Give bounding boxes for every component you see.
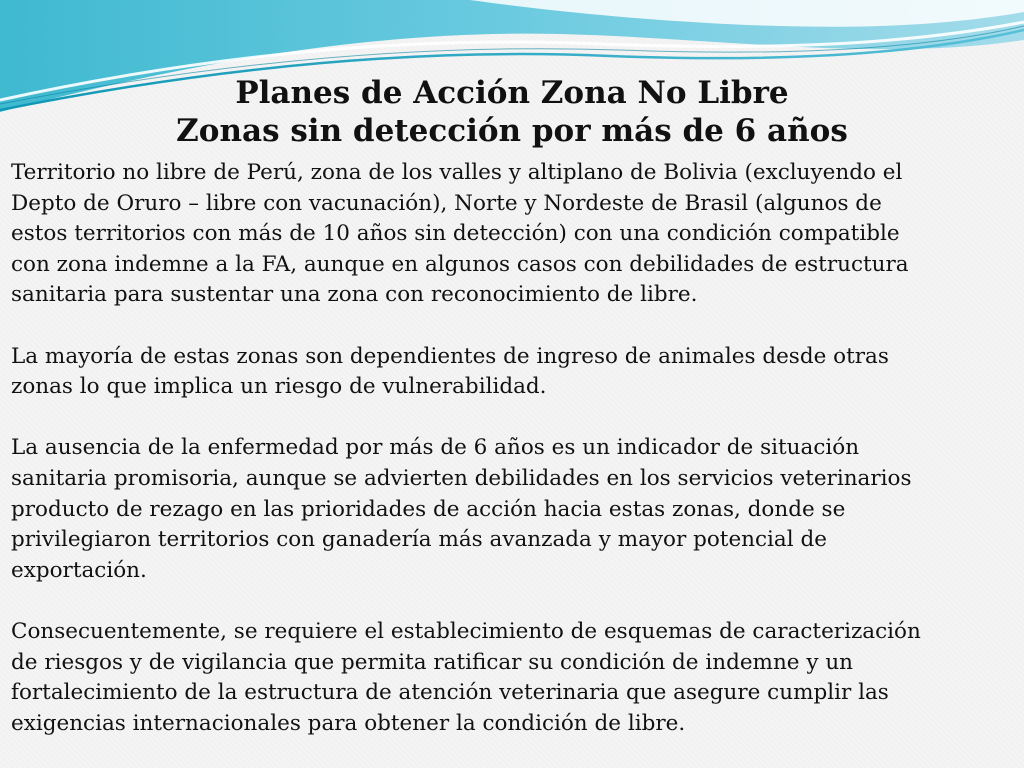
paragraph-line: fortalecimiento de la estructura de atención veterinaria que asegure cumplir las — [11, 680, 889, 706]
paragraph-line: Consecuentemente, se requiere el establecimiento de esquemas de caracterización — [11, 618, 921, 644]
paragraph-line: exportación. — [11, 557, 147, 583]
paragraph-line: La ausencia de la enfermedad por más de 6 años es un indicador de situación — [11, 435, 860, 461]
paragraph-line: La mayoría de estas zonas son dependientes de ingreso de animales desde otras — [11, 343, 889, 369]
paragraph-line: estos territorios con más de 10 años sin detección) con una condición compatible — [11, 221, 900, 247]
paragraph-line: producto de rezago en las prioridades de acción hacia estas zonas, donde se — [11, 496, 846, 522]
body-paragraph — [11, 342, 1021, 403]
body-paragraph — [11, 617, 1021, 739]
body-paragraph — [11, 158, 1021, 311]
paragraph-line: con zona indemne a la FA, aunque en algunos casos con debilidades de estructura — [11, 251, 909, 277]
title-block — [0, 74, 1024, 150]
paragraph-line: Territorio no libre de Perú, zona de los valles y altiplano de Bolivia (excluyendo el — [11, 160, 903, 185]
body-paragraph — [11, 433, 1021, 586]
paragraph-line: sanitaria para sustentar una zona con reconocimiento de libre. — [11, 282, 698, 308]
paragraph-line: Depto de Oruro – libre con vacunación), Norte y Nordeste de Brasil (algunos de — [11, 190, 882, 216]
paragraph-line: sanitaria promisoria, aunque se advierten debilidades en los servicios veterinarios — [11, 465, 912, 491]
paragraph-line: de riesgos y de vigilancia que permita ratificar su condición de indemne y un — [11, 649, 854, 675]
paragraph-line: privilegiaron territorios con ganadería más avanzada y mayor potencial de — [11, 527, 827, 553]
paragraph-line: exigencias internacionales para obtener la condición de libre. — [11, 710, 686, 736]
slide-subtitle: Zonas sin detección por más de 6 años — [176, 113, 848, 149]
paragraph-line: zonas lo que implica un riesgo de vulnerabilidad. — [11, 374, 547, 400]
slide-body — [11, 158, 1021, 739]
slide-title: Planes de Acción Zona No Libre — [235, 75, 789, 111]
